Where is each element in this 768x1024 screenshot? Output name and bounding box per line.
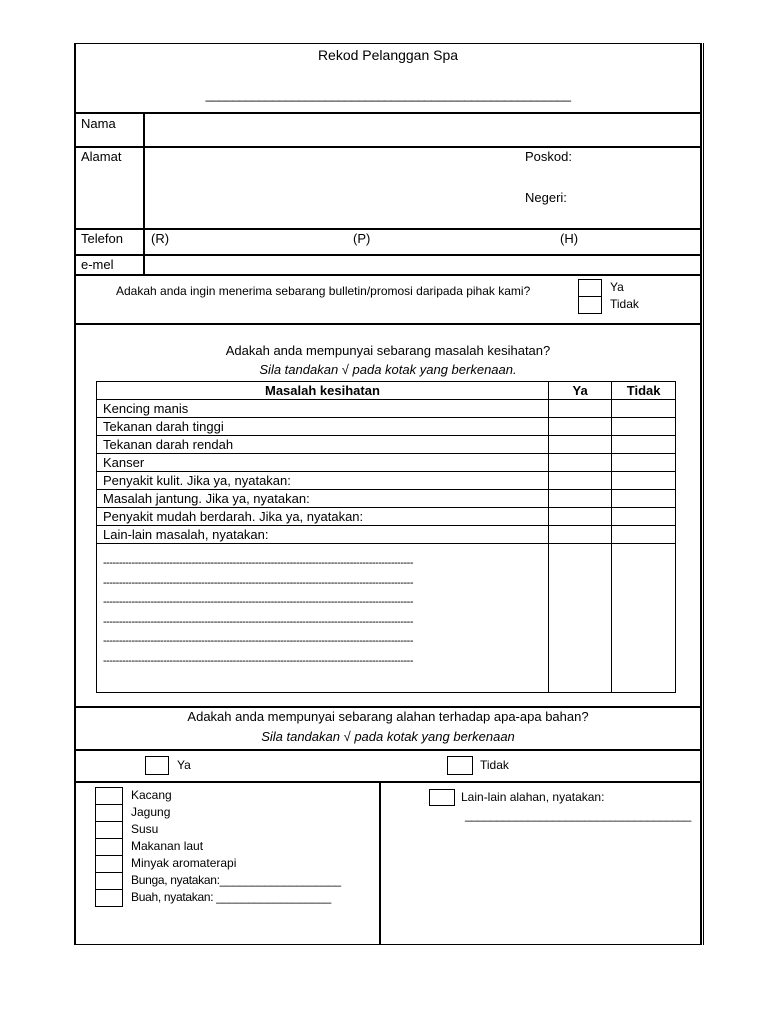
condition-label: Masalah jantung. Jika ya, nyatakan: [97, 490, 549, 508]
allergy-tidak-label: Tidak [480, 758, 509, 772]
dash-line: -------------------------------------------------------------------------------------------------- [103, 576, 413, 589]
lain-lain-alahan-line[interactable]: ____________________________________ [465, 808, 691, 822]
bunga-checkbox[interactable] [95, 872, 123, 890]
tidak-cell[interactable] [612, 400, 676, 418]
alamat-field[interactable] [146, 148, 516, 227]
bulletin-ya-label: Ya [610, 280, 624, 294]
table-header-row [97, 382, 676, 400]
minyak-aromaterapi-label: Minyak aromaterapi [131, 856, 237, 870]
table-row [97, 490, 676, 508]
ya-cell[interactable] [548, 400, 611, 418]
tidak-cell[interactable] [612, 490, 676, 508]
table-row [97, 508, 676, 526]
jagung-label: Jagung [131, 805, 171, 819]
divider [74, 706, 702, 708]
ya-cell[interactable] [548, 508, 611, 526]
telefon-bimbit[interactable]: (H) [560, 231, 579, 246]
table-row [97, 454, 676, 472]
health-question: Adakah anda mempunyai sebarang masalah kesihatan? [225, 343, 551, 358]
susu-checkbox[interactable] [95, 821, 123, 839]
dash-line: -------------------------------------------------------------------------------------------------- [103, 557, 413, 569]
tidak-cell[interactable] [612, 526, 676, 544]
condition-label: Tekanan darah rendah [97, 436, 549, 454]
allergy-tidak-checkbox[interactable] [447, 756, 473, 775]
allergy-question: Adakah anda mempunyai sebarang alahan terhadap apa-apa bahan? [187, 709, 589, 724]
table-row [97, 400, 676, 418]
frame-top [74, 43, 702, 44]
telefon-rumah[interactable]: (R) [151, 231, 170, 246]
condition-label: Penyakit kulit. Jika ya, nyatakan: [97, 472, 549, 490]
kacang-label: Kacang [131, 788, 172, 802]
susu-label: Susu [131, 822, 159, 836]
table-row-notes [97, 544, 676, 693]
frame-bottom [74, 944, 702, 945]
column-header-masalah: Masalah kesihatan [97, 382, 549, 400]
title-blank-line[interactable]: _______________________________________________________ [205, 87, 571, 102]
dash-line: -------------------------------------------------------------------------------------------------- [103, 654, 413, 667]
minyak-aromaterapi-checkbox[interactable] [95, 855, 123, 873]
divider [74, 323, 702, 325]
tidak-cell[interactable] [612, 418, 676, 436]
allergy-ya-label: Ya [177, 758, 191, 772]
column-header-tidak: Tidak [612, 382, 676, 400]
allergy-column-divider [379, 781, 381, 944]
divider [74, 749, 702, 751]
ya-cell[interactable] [548, 454, 611, 472]
health-instruction: Sila tandakan √ pada kotak yang berkenaan. [259, 362, 517, 377]
emel-field[interactable] [146, 256, 698, 273]
table-row [97, 472, 676, 490]
divider [74, 274, 702, 276]
tidak-cell[interactable] [612, 544, 676, 693]
emel-label: e-mel [81, 257, 114, 272]
jagung-checkbox[interactable] [95, 804, 123, 822]
nama-label: Nama [81, 116, 116, 131]
dash-line: -------------------------------------------------------------------------------------------------- [103, 596, 413, 608]
negeri-label: Negeri: [525, 190, 567, 205]
table-row [97, 436, 676, 454]
ya-cell[interactable] [548, 526, 611, 544]
ya-cell[interactable] [548, 436, 611, 454]
tidak-cell[interactable] [612, 454, 676, 472]
bulletin-ya-checkbox[interactable] [578, 279, 602, 297]
buah-label[interactable]: Buah, nyatakan: __________________ [131, 890, 331, 904]
notes-cell[interactable] [97, 544, 549, 693]
label-column-divider [143, 112, 145, 275]
column-header-ya: Ya [548, 382, 611, 400]
buah-checkbox[interactable] [95, 889, 123, 907]
poskod-label: Poskod: [525, 149, 572, 164]
dash-line: -------------------------------------------------------------------------------------------------- [103, 635, 413, 647]
table-row [97, 418, 676, 436]
health-table [96, 381, 676, 693]
form-title: Rekod Pelanggan Spa [317, 47, 459, 63]
telefon-label: Telefon [81, 231, 123, 246]
bulletin-question: Adakah anda ingin menerima sebarang bulletin/promosi daripada pihak kami? [116, 284, 531, 298]
bulletin-tidak-checkbox[interactable] [578, 296, 602, 314]
ya-cell[interactable] [548, 472, 611, 490]
condition-label: Lain-lain masalah, nyatakan: [97, 526, 549, 544]
condition-label: Kencing manis [97, 400, 549, 418]
lain-lain-alahan-checkbox[interactable] [429, 789, 455, 806]
ya-cell[interactable] [548, 490, 611, 508]
condition-label: Kanser [97, 454, 549, 472]
frame-right [700, 43, 702, 945]
alamat-label: Alamat [81, 149, 122, 164]
allergy-ya-checkbox[interactable] [145, 756, 169, 775]
makanan-laut-label: Makanan laut [131, 839, 204, 853]
bunga-label[interactable]: Bunga, nyatakan:___________________ [131, 873, 341, 887]
nama-field[interactable] [146, 114, 698, 145]
tidak-cell[interactable] [612, 472, 676, 490]
lain-lain-alahan-label: Lain-lain alahan, nyatakan: [461, 790, 605, 804]
ya-cell[interactable] [548, 418, 611, 436]
ya-cell[interactable] [548, 544, 611, 693]
bulletin-tidak-label: Tidak [610, 297, 639, 311]
makanan-laut-checkbox[interactable] [95, 838, 123, 856]
telefon-pejabat[interactable]: (P) [353, 231, 371, 246]
frame-right-shadow [703, 43, 704, 945]
frame-left [74, 43, 76, 945]
dash-line: -------------------------------------------------------------------------------------------------- [103, 615, 413, 628]
divider [74, 228, 702, 230]
condition-label: Penyakit mudah berdarah. Jika ya, nyatakan: [97, 508, 549, 526]
kacang-checkbox[interactable] [95, 787, 123, 805]
table-row [97, 526, 676, 544]
divider [74, 781, 702, 783]
tidak-cell[interactable] [612, 508, 676, 526]
allergy-instruction: Sila tandakan √ pada kotak yang berkenaan [261, 729, 515, 744]
condition-label: Tekanan darah tinggi [97, 418, 549, 436]
tidak-cell[interactable] [612, 436, 676, 454]
